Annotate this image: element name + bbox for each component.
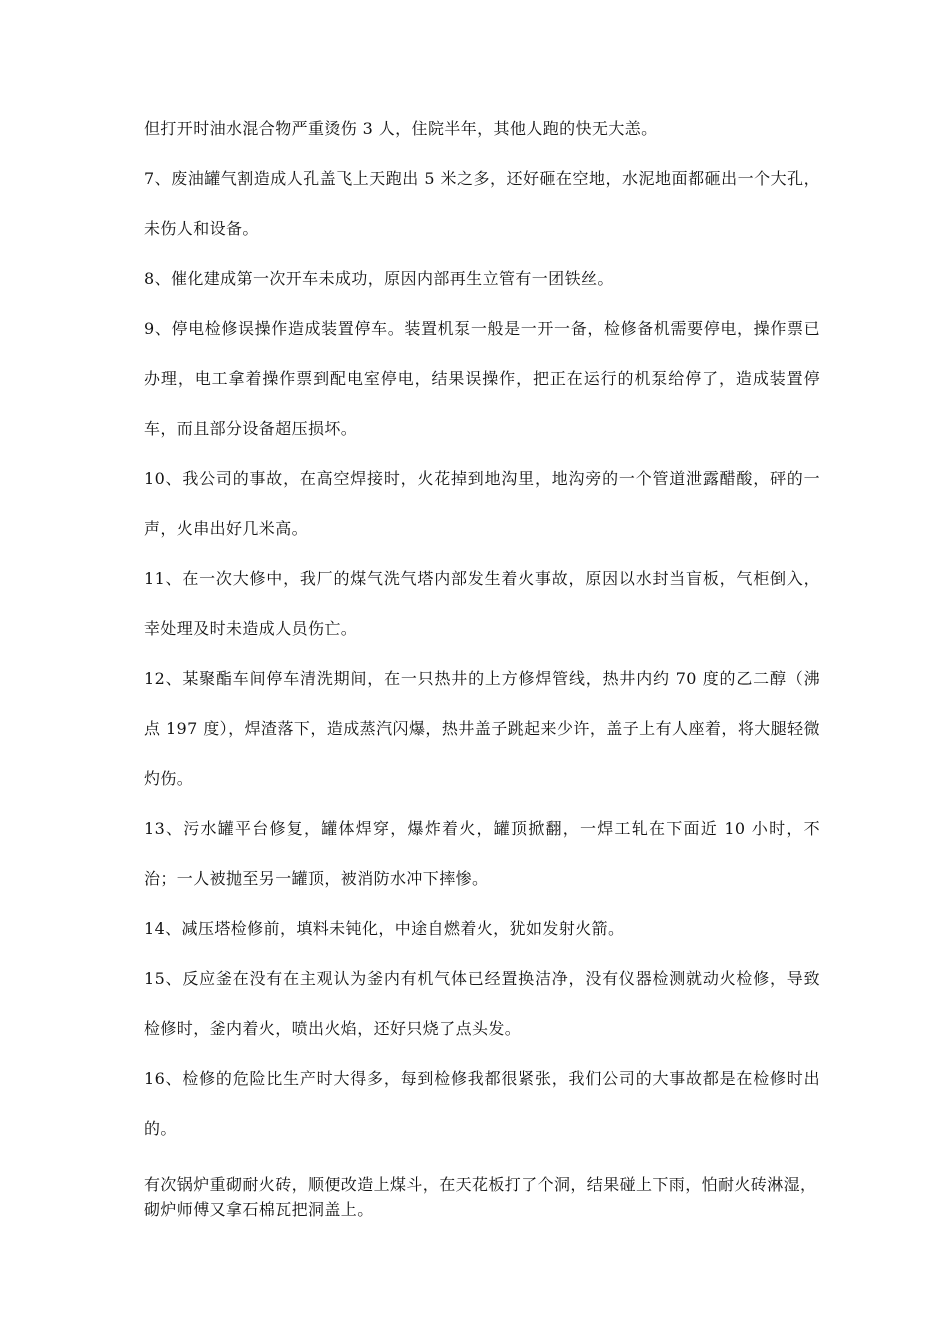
paragraph-item-16: 16、检修的危险比生产时大得多，每到检修我都很紧张，我们公司的大事故都是在检修时出的。 [144,1069,820,1138]
paragraph-item-7: 7、废油罐气割造成人孔盖飞上天跑出 5 米之多，还好砸在空地，水泥地面都砸出一个大孔，未伤人和设备。 [144,169,820,238]
paragraph-item-8: 8、催化建成第一次开车未成功，原因内部再生立管有一团铁丝。 [144,269,614,288]
paragraph-item-14: 14、减压塔检修前，填料未钝化，中途自燃着火，犹如发射火箭。 [144,919,625,938]
paragraph-item-9: 9、停电检修误操作造成装置停车。装置机泵一般是一开一备，检修备机需要停电，操作票已办理，电工拿着操作票到配电室停电，结果误操作，把正在运行的机泵给停了，造成装置停车，而且部分设备超压损坏。 [144,319,820,438]
paragraph-item-10: 10、我公司的事故，在高空焊接时，火花掉到地沟里，地沟旁的一个管道泄露醋酸，砰的一声，火串出好几米高。 [144,469,820,538]
paragraph-item-11: 11、在一次大修中，我厂的煤气洗气塔内部发生着火事故，原因以水封当盲板，气柜倒入，幸处理及时未造成人员伤亡。 [144,569,820,638]
paragraph-item-15: 15、反应釜在没有在主观认为釜内有机气体已经置换洁净，没有仪器检测就动火检修，导致检修时，釜内着火，喷出火焰，还好只烧了点头发。 [144,969,820,1038]
document-body [144,104,820,1238]
paragraph-continuation: 但打开时油水混合物严重烫伤 3 人，住院半年，其他人跑的快无大恙。 [144,119,658,138]
paragraph-item-13: 13、污水罐平台修复，罐体焊穿，爆炸着火，罐顶掀翻，一焊工轧在下面近 10 小时，不治；一人被抛至另一罐顶，被消防水冲下摔惨。 [144,819,820,888]
paragraph-item-12: 12、某聚酯车间停车清洗期间，在一只热井的上方修焊管线，热井内约 70 度的乙二醇（沸点 197 度），焊渣落下，造成蒸汽闪爆，热井盖子跳起来少许，盖子上有人座着，将大腿轻微灼伤。 [144,669,820,788]
closing-paragraph: 有次锅炉重砌耐火砖，顺便改造上煤斗，在天花板打了个洞，结果碰上下雨，怕耐火砖淋湿，砌炉师傅又拿石棉瓦把洞盖上。 [144,1175,817,1219]
